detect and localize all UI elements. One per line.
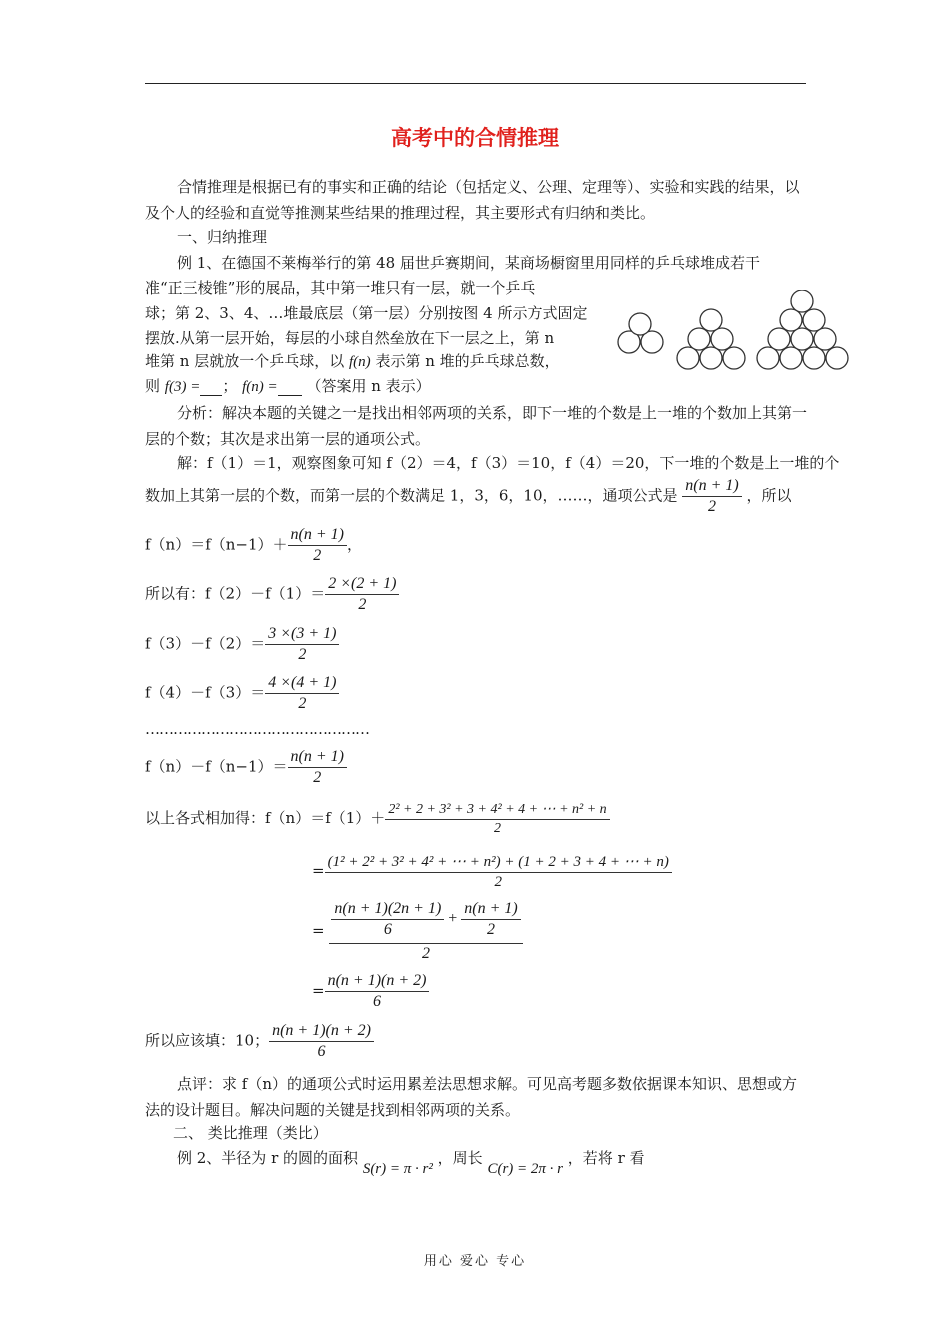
example1-line6: 则 f(3) = ； f(n) = （答案用 n 表示） [145, 377, 431, 395]
example1-line5: 堆第 n 层就放一个乒乓球，以 f(n) 表示第 n 堆的乒乓球总数， [145, 352, 560, 370]
page-title: 高考中的合情推理 [391, 125, 559, 150]
example1-line4: 摆放.从第一层开始，每层的小球自然垒放在下一层之上，第 n [145, 329, 555, 347]
comment-paragraph: 点评：求 f（n）的通项公式时运用累差法思想求解。可见高考题多数依据课本知识、思想或方法的设计题目。解决问题的关键是找到相邻两项的关系。 [145, 1075, 797, 1119]
circumference-formula: C(r) = 2π · r [487, 1161, 564, 1177]
recurrence-equation: f（n）＝f（n−1）＋ $\frac{n(n + 1)}{2}$ ， [145, 526, 363, 564]
ellipsis-row: ………………………………………… [145, 720, 369, 738]
pyramid-10-balls [757, 290, 848, 369]
section-heading-2: 二、 类比推理（类比） [173, 1124, 328, 1142]
solution-line1: 解：f（1）＝1，观察图象可知 f（2）＝4，f（3）＝10，f（4）＝20，下一堆的个数是上一堆的个 [177, 454, 840, 472]
solution-line2: 数加上其第一层的个数，而第一层的个数满足 1，3，6，10，……，通项公式是 $\frac{n(n + 1)}{2}$ ，所以 [145, 477, 792, 515]
difference-equation-2: 所以有：f（2）－f（1）＝ $\frac{2 \times(2 + 1)}{2}$ [145, 575, 399, 614]
general-term-fraction: $\frac{n(n + 1)}{2}$ [682, 477, 741, 516]
example1-line3: 球；第 2、3、4、…堆最底层（第一层）分别按图 4 所示方式固定 [145, 304, 588, 322]
answer-blank-1 [200, 377, 222, 396]
section-heading-1: 一、归纳推理 [177, 228, 268, 246]
sum-equation-2: = $\frac{\text{(1² + 2² + 3² + 4² + ⋯ + n²) + (1 + 2 + 3 + 4 + ⋯ + n)}}{2}$ [312, 852, 672, 891]
area-formula: S(r) = π · r² [362, 1161, 433, 1177]
fn-equals: f(n) = [242, 379, 278, 395]
difference-equation-3: f（3）－f（2）＝ $\frac{3 \times(3 + 1)}{2}$ [145, 625, 339, 664]
compound-fraction: $\frac{n(n + 1)(2n + 1)}{6}$ + $\frac{n(n + 1)}{2}$ 2 [329, 900, 522, 963]
example1-line1: 例 1、在德国不莱梅举行的第 48 届世乒赛期间，某商场橱窗里用同样的乒乓球堆成若干 [177, 254, 760, 272]
answer-line: 所以应该填：10； $\frac{n(n + 1)(n + 2)}{6}$ [145, 1022, 374, 1061]
sum-equation-1: 以上各式相加得：f（n）＝f（1）＋ $\frac{\text{2² + 2 + 3² + 3 + 4² + 4 + ⋯ + n² + n}}{2}$ [145, 801, 610, 837]
sum-equation-3: = $\frac{n(n + 1)(2n + 1)}{6}$ + $\frac{n(n + 1)}{2}$ 2 [312, 900, 523, 963]
header-rule [145, 83, 806, 84]
example1-line2: 准“正三棱锥”形的展品，其中第一堆只有一层，就一个乒乓 [145, 279, 536, 297]
answer-blank-2 [278, 377, 302, 396]
intro-paragraph: 合情推理是根据已有的事实和正确的结论（包括定义、公理、定理等）、实验和实践的结果，以及个人的经验和直觉等推测某些结果的推理过程，其主要形式有归纳和类比。 [145, 178, 800, 222]
page-footer: 用心 爱心 专心 [423, 1254, 527, 1269]
pingpong-pyramid-figure [612, 290, 852, 376]
difference-equation-4: f（4）－f（3）＝ $\frac{4 \times(4 + 1)}{2}$ [145, 674, 339, 713]
example2-line: 例 2、半径为 r 的圆的面积 S(r) = π · r² ，周长 C(r) = 2π · r ，若将 r 看 [177, 1149, 645, 1177]
difference-equation-n: f（n）－f（n−1）＝ $\frac{n(n + 1)}{2}$ [145, 748, 347, 787]
fn-symbol: f(n) [348, 354, 371, 370]
analysis-paragraph: 分析：解决本题的关键之一是找出相邻两项的关系，即下一堆的个数是上一堆的个数加上其第一层的个数；其次是求出第一层的通项公式。 [145, 404, 808, 448]
f3-symbol: f(3) = [164, 379, 201, 395]
sum-equation-4: = $\frac{n(n + 1)(n + 2)}{6}$ [312, 972, 429, 1011]
pyramid-6-balls [677, 309, 745, 369]
pyramid-3-balls [618, 313, 663, 353]
